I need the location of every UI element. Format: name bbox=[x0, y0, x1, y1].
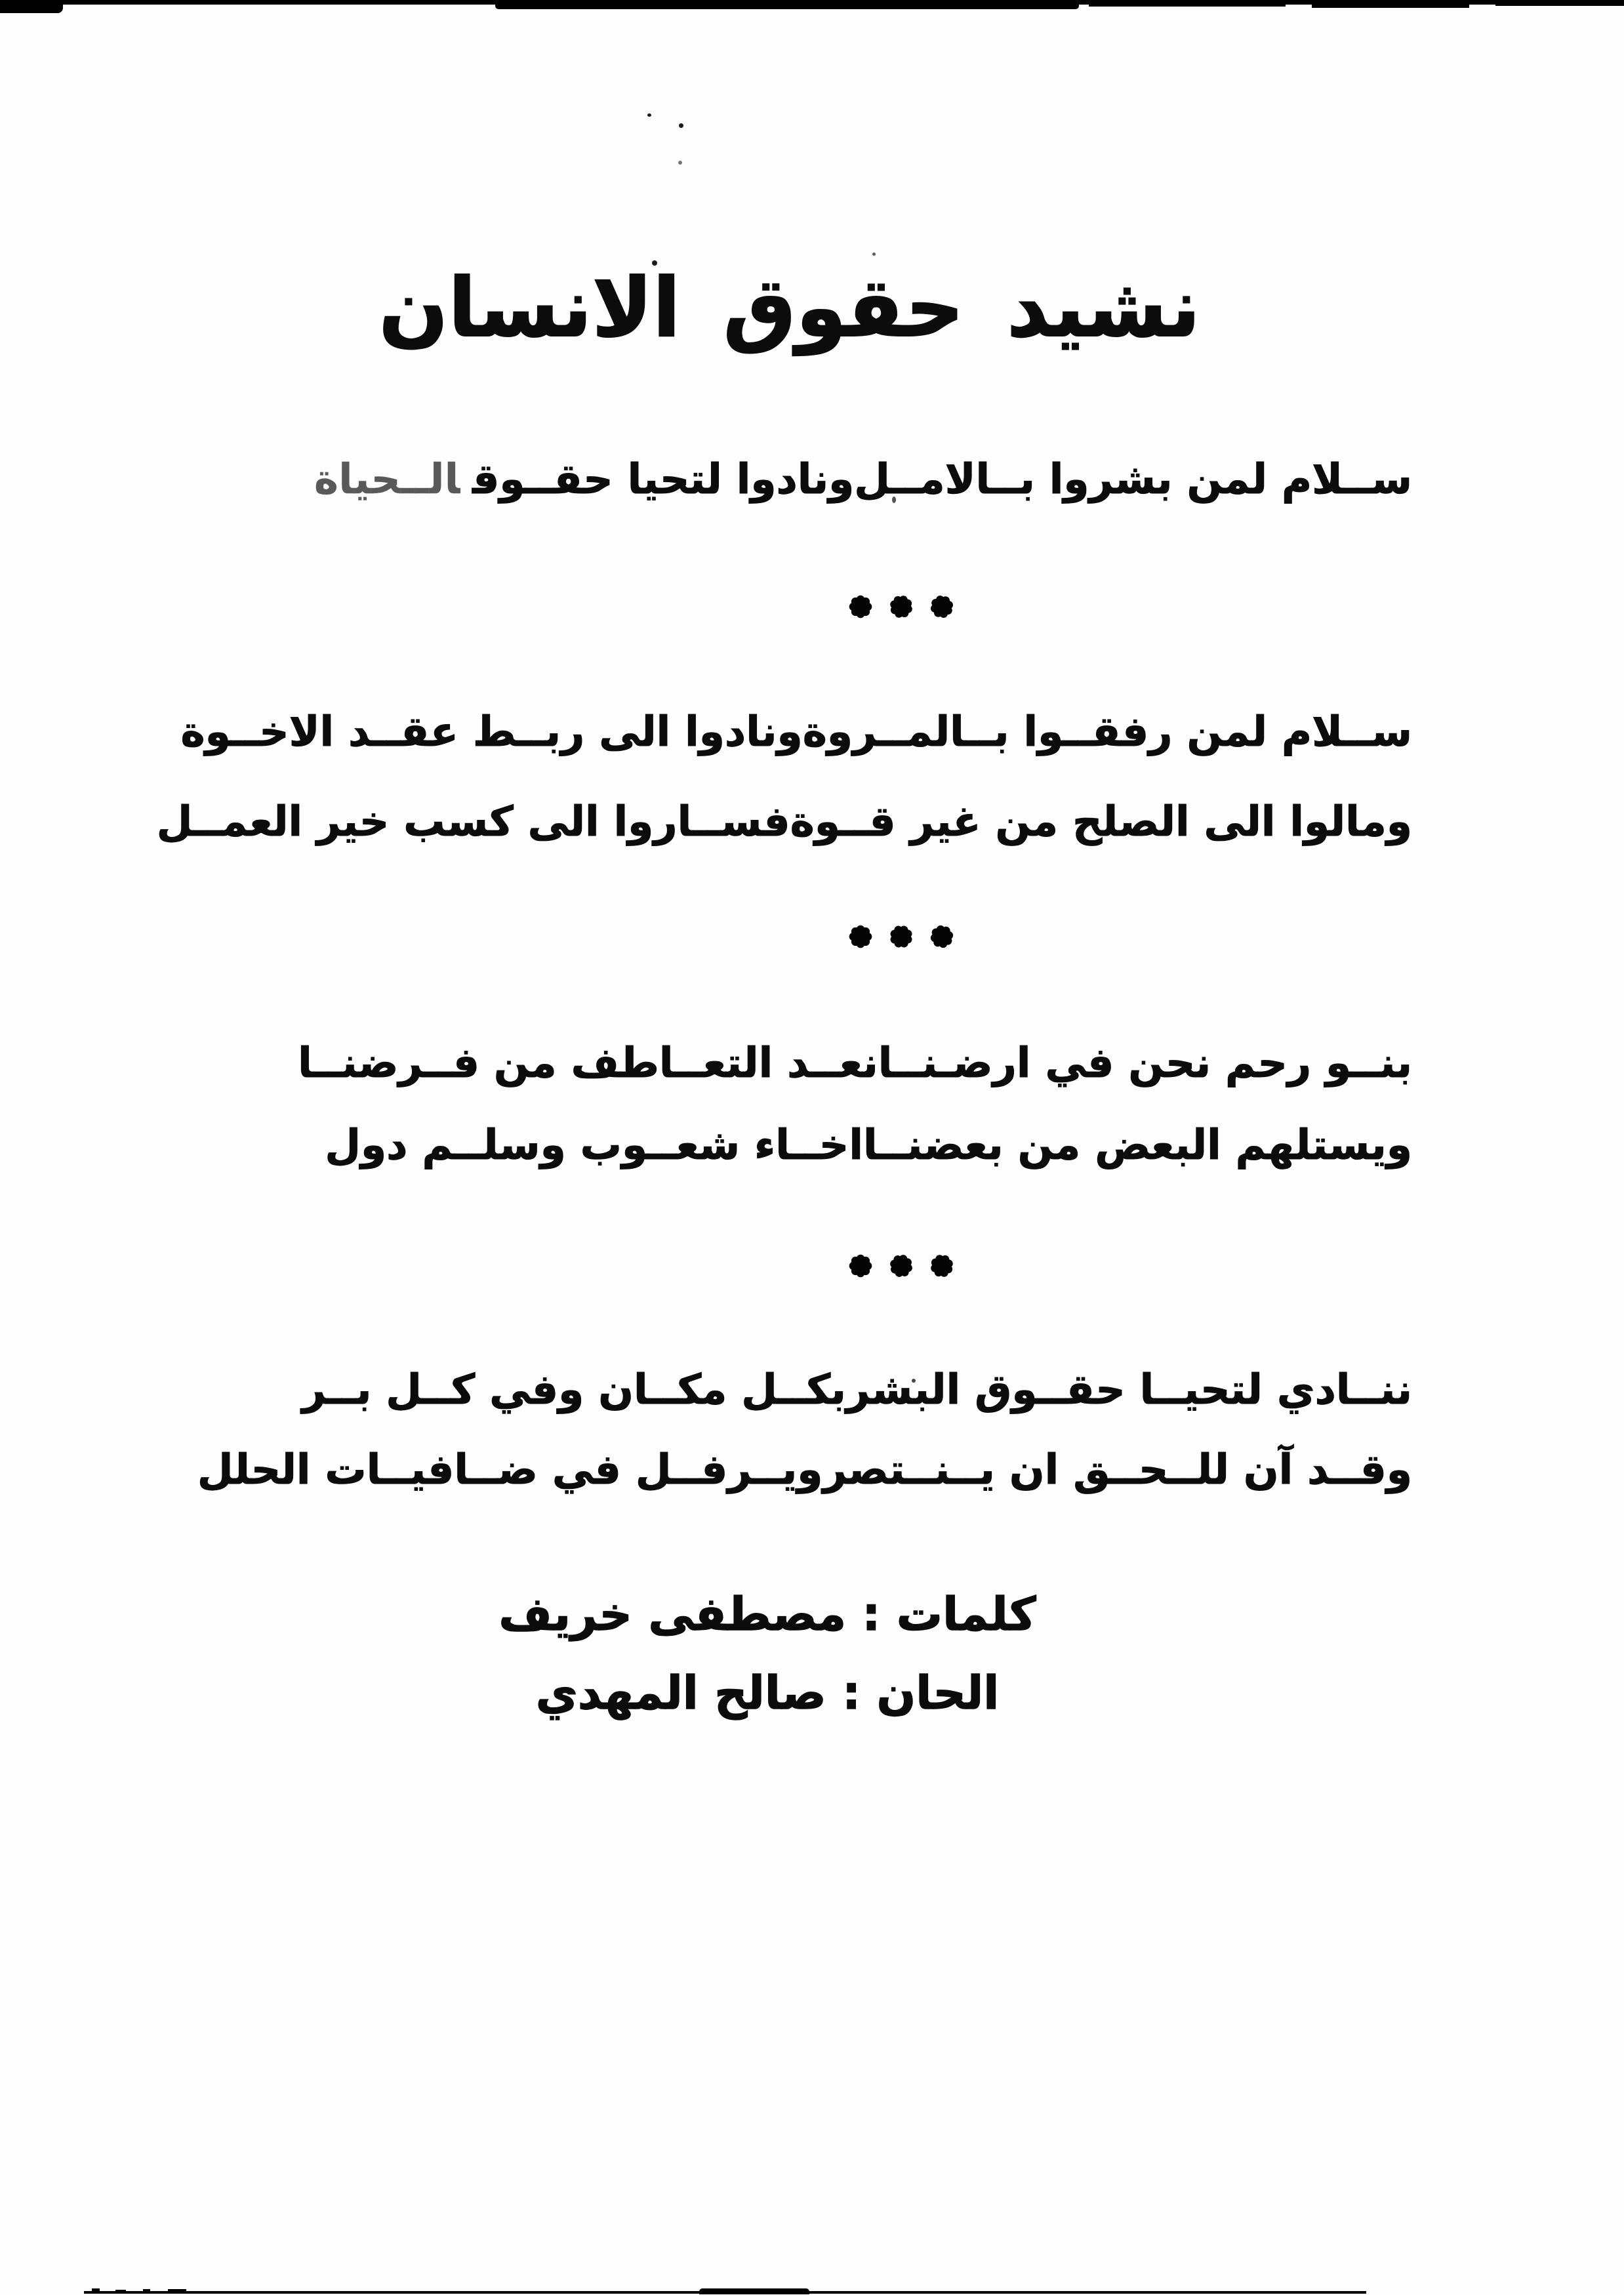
hemistich-left: اخــاء شعــوب وسلــم دول bbox=[325, 1121, 863, 1169]
scan-artifact-bottom-speck bbox=[115, 2290, 126, 2293]
scan-artifact-bottom-blob bbox=[699, 2288, 809, 2294]
star-icon bbox=[888, 924, 914, 950]
scan-speck bbox=[872, 253, 876, 256]
page-title: نشيد حقوق الانسان bbox=[378, 261, 1200, 355]
hemistich-left: نعــد التعــاطف من فــرضنــا bbox=[298, 1039, 878, 1087]
scan-artifact-top-mid-band bbox=[495, 0, 1079, 9]
hemistich-left bbox=[314, 453, 854, 506]
star-divider bbox=[847, 924, 955, 950]
scan-artifact-bottom-speck bbox=[143, 2289, 150, 2292]
hemistich-left: فســاروا الى كسب خير العمــل bbox=[156, 798, 790, 845]
credit-lyrics: كلمات : مصطفى خريف bbox=[498, 1587, 1036, 1641]
hemistich-right: ويستلهم البعض من بعضنــا bbox=[863, 1121, 1412, 1169]
hemistich-right: ننــادي لتحيــا حقــوق البشر bbox=[845, 1366, 1412, 1413]
star-divider bbox=[847, 1253, 955, 1279]
scan-artifact-bottom-speck bbox=[92, 2288, 100, 2292]
star-icon bbox=[847, 924, 874, 950]
hemistich-right: ســلام لمن بشروا بــالامــل bbox=[854, 455, 1412, 503]
verse-line bbox=[325, 1118, 1412, 1172]
hemistich-right: ومالوا الى الصلح من غير قــوة bbox=[790, 798, 1412, 845]
verse-line bbox=[302, 1363, 1412, 1417]
scan-artifact-bottom-speck bbox=[168, 2289, 186, 2293]
star-divider bbox=[847, 594, 955, 620]
star-icon bbox=[929, 924, 955, 950]
hemistich-right: ســلام لمن رفقــوا بــالمــروة bbox=[802, 708, 1412, 756]
hemistich-left-faded-word: الــحياة bbox=[314, 455, 460, 503]
star-icon bbox=[888, 1253, 914, 1279]
scan-artifact-top-right-band-1 bbox=[1089, 0, 1286, 7]
star-icon bbox=[888, 594, 914, 620]
credit-music: الحان : صالح المهدي bbox=[535, 1666, 1000, 1720]
star-icon bbox=[929, 594, 955, 620]
hemistich-right: وقــد آن للــحــق ان يــنــتصر bbox=[822, 1446, 1412, 1493]
verse-line bbox=[180, 705, 1412, 759]
star-icon bbox=[847, 594, 874, 620]
scan-artifact-top-left-blob bbox=[0, 0, 63, 13]
verse-line bbox=[197, 1443, 1412, 1497]
star-icon bbox=[929, 1253, 955, 1279]
scan-speck bbox=[647, 113, 651, 117]
verse-line bbox=[314, 453, 1412, 506]
verse-line bbox=[298, 1036, 1412, 1090]
scan-speck bbox=[679, 123, 683, 128]
scan-artifact-top-right-band-3 bbox=[1495, 0, 1624, 6]
verse-line bbox=[156, 795, 1412, 849]
star-icon bbox=[847, 1253, 874, 1279]
hemistich-right: بنــو رحم نحن في ارضـنــا bbox=[878, 1039, 1412, 1087]
scan-artifact-top-right-band-2 bbox=[1312, 0, 1469, 8]
hemistich-left-main: ونادوا لتحيا حقــوق bbox=[472, 455, 855, 503]
hemistich-left: بكــل مكــان وفي كــل بــر bbox=[302, 1366, 846, 1413]
hemistich-left: ويــرفــل في ضــافيــات الحلل bbox=[197, 1446, 823, 1493]
hemistich-left: ونادوا الى ربــط عقــد الاخــوة bbox=[180, 708, 803, 756]
scan-speck bbox=[678, 161, 682, 165]
